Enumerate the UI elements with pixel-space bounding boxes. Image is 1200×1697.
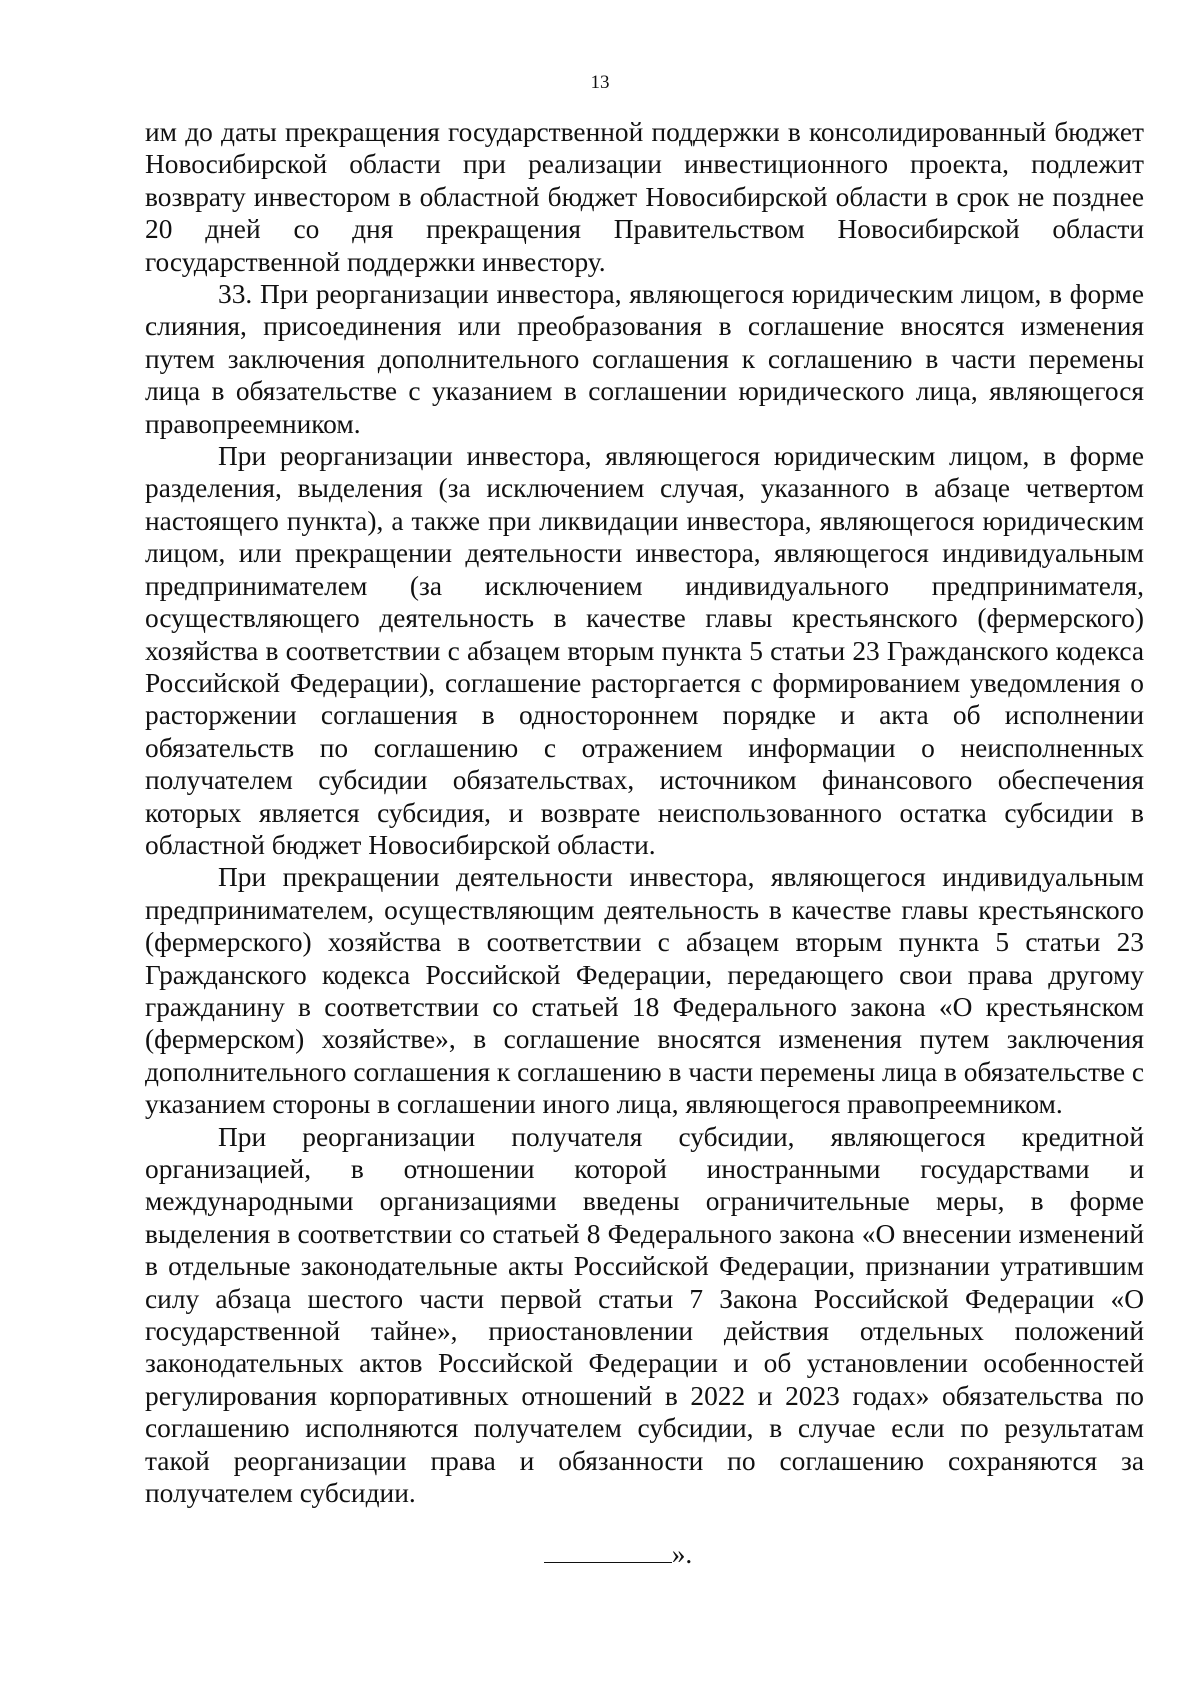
paragraph-continuation: им до даты прекращения государственной поддержки в консолидированный бюджет Новосибирской области при реализации инвестиционного проекта, подлежит возврату инвестором в областной бюджет Новосибирской области в срок не позднее 20 дней со дня прекращения Правительством Новосибирской области государственной поддержки инвестору. — [145, 117, 1144, 277]
closing-quote: ». — [671, 1539, 693, 1569]
paragraph-farm-head-termination: При прекращении деятельности инвестора, являющегося индивидуальным предпринимателем, осуществляющим деятельность в качестве главы крестьянского (фермерского) хозяйства в соответствии с абзацем вторым пункта 5 статьи 23 Гражданского кодекса Российской Федерации, передающего свои права другому гражданину в соответствии со статьей 18 Федерального закона «О крестьянском (фермерском) хозяйстве», в соглашение вносятся изменения путем заключения дополнительного соглашения к соглашению в части перемены лица в обязательстве с указанием стороны в соглашении иного лица, являющегося правопреемником. — [145, 862, 1144, 1120]
closing-underline — [544, 1540, 672, 1563]
closing-mark — [0, 1538, 1200, 1570]
paragraph-clause-33: 33. При реорганизации инвестора, являющегося юридическим лицом, в форме слияния, присоединения или преобразования в соглашение вносятся изменения путем заключения дополнительного соглашения к соглашению в части перемены лица в обязательстве с указанием в соглашении юридического лица, являющегося правопреемником. — [145, 279, 1144, 439]
page-number: 13 — [590, 72, 610, 93]
paragraph-credit-organization: При реорганизации получателя субсидии, являющегося кредитной организацией, в отношении которой иностранными государствами и международными организациями введены ограничительные меры, в форме выделения в соответствии со статьей 8 Федерального закона «О внесении изменений в отдельные законодательные акты Российской Федерации, признании утратившим силу абзаца шестого части первой статьи 7 Закона Российской Федерации «О государственной тайне», приостановлении действия отдельных положений законодательных актов Российской Федерации и об установлении особенностей регулирования корпоративных отношений в 2022 и 2023 годах» обязательства по соглашению исполняются получателем субсидии, в случае если по результатам такой реорганизации права и обязанности по соглашению сохраняются за получателем субсидии. — [145, 1121, 1144, 1509]
document-body — [145, 116, 1144, 1509]
paragraph-reorganization-division: При реорганизации инвестора, являющегося юридическим лицом, в форме разделения, выделения (за исключением случая, указанного в абзаце четвертом настоящего пункта), а также при ликвидации инвестора, являющегося юридическим лицом, или прекращении деятельности инвестора, являющегося индивидуальным предпринимателем (за исключением индивидуального предпринимателя, осуществляющего деятельность в качестве главы крестьянского (фермерского) хозяйства в соответствии с абзацем вторым пункта 5 статьи 23 Гражданского кодекса Российской Федерации), соглашение расторгается с формированием уведомления о расторжении соглашения в одностороннем порядке и акта об исполнении обязательств по соглашению с отражением информации о неисполненных получателем субсидии обязательствах, источником финансового обеспечения которых является субсидия, и возврате неиспользованного остатка субсидии в областной бюджет Новосибирской области. — [145, 441, 1144, 860]
